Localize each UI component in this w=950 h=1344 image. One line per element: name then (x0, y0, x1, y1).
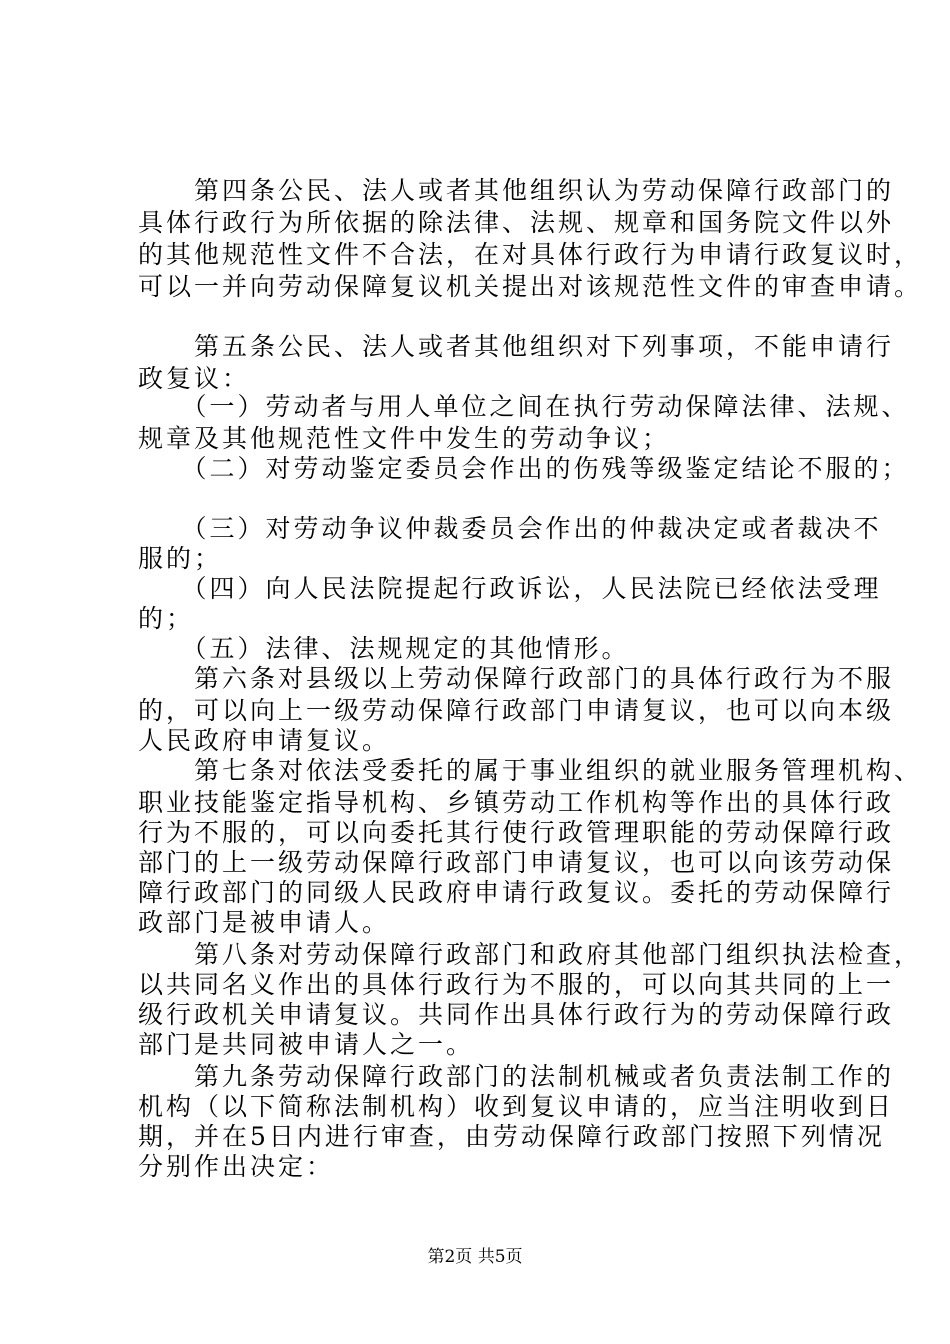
paragraph-6-line-3: 人民政府申请复议。 (138, 726, 391, 755)
paragraph-7-line-3: 行为不服的，可以向委托其行使行政管理职能的劳动保障行政 (138, 818, 895, 847)
paragraph-7-line-2: 职业技能鉴定指导机构、乡镇劳动工作机构等作出的具体行政 (138, 788, 895, 817)
paragraph-7-line-4: 部门的上一级劳动保障行政部门申请复议，也可以向该劳动保 (138, 848, 895, 877)
paragraph-4-line-4: 可以一并向劳动保障复议机关提出对该规范性文件的审查申请。 (138, 272, 923, 301)
paragraph-6-line-1: 第六条对县级以上劳动保障行政部门的具体行政行为不服 (138, 664, 895, 693)
paragraph-7-line-1: 第七条对依法受委托的属于事业组织的就业服务管理机构、 (138, 756, 923, 785)
paragraph-4-line-2: 具体行政行为所依据的除法律、法规、规章和国务院文件以外 (138, 208, 895, 237)
item-4-line-2: 的； (138, 604, 195, 633)
item-5-line-1: （五）法律、法规规定的其他情形。 (138, 634, 630, 663)
item-3-line-1: （三）对劳动争议仲裁委员会作出的仲裁决定或者裁决不 (138, 514, 882, 543)
paragraph-8-line-2: 以共同名义作出的具体行政行为不服的，可以向其共同的上一 (138, 970, 895, 999)
paragraph-4-line-1: 第四条公民、法人或者其他组织认为劳动保障行政部门的 (138, 176, 895, 205)
item-3-line-2: 服的； (138, 544, 223, 573)
paragraph-8-line-3: 级行政机关申请复议。共同作出具体行政行为的劳动保障行政 (138, 1000, 895, 1029)
page-number-footer: 第2页 共5页 (427, 1247, 523, 1267)
paragraph-5-line-2: 政复议： (138, 364, 251, 393)
item-1-line-1: （一）劳动者与用人单位之间在执行劳动保障法律、法规、 (138, 392, 910, 421)
item-4-line-1: （四）向人民法院提起行政诉讼，人民法院已经依法受理 (138, 574, 882, 603)
paragraph-8-line-4: 部门是共同被申请人之一。 (138, 1030, 475, 1059)
paragraph-5-line-1: 第五条公民、法人或者其他组织对下列事项，不能申请行 (138, 332, 895, 361)
paragraph-8-line-1: 第八条对劳动保障行政部门和政府其他部门组织执法检查， (138, 940, 923, 969)
paragraph-7-line-5: 障行政部门的同级人民政府申请行政复议。委托的劳动保障行 (138, 878, 895, 907)
paragraph-9-line-2: 机构（以下简称法制机构）收到复议申请的，应当注明收到日 (138, 1092, 895, 1121)
paragraph-7-line-6: 政部门是被申请人。 (138, 908, 391, 937)
item-2-line-1: （二）对劳动鉴定委员会作出的伤残等级鉴定结论不服的； (138, 454, 910, 483)
paragraph-6-line-2: 的，可以向上一级劳动保障行政部门申请复议，也可以向本级 (138, 696, 895, 725)
paragraph-9-line-3: 期，并在5日内进行审查，由劳动保障行政部门按照下列情况 (138, 1122, 885, 1151)
item-1-line-2: 规章及其他规范性文件中发生的劳动争议； (138, 424, 671, 453)
paragraph-9-line-4: 分别作出决定： (138, 1152, 335, 1181)
paragraph-9-line-1: 第九条劳动保障行政部门的法制机械或者负责法制工作的 (138, 1062, 895, 1091)
paragraph-4-line-3: 的其他规范性文件不合法，在对具体行政行为申请行政复议时， (138, 240, 923, 269)
